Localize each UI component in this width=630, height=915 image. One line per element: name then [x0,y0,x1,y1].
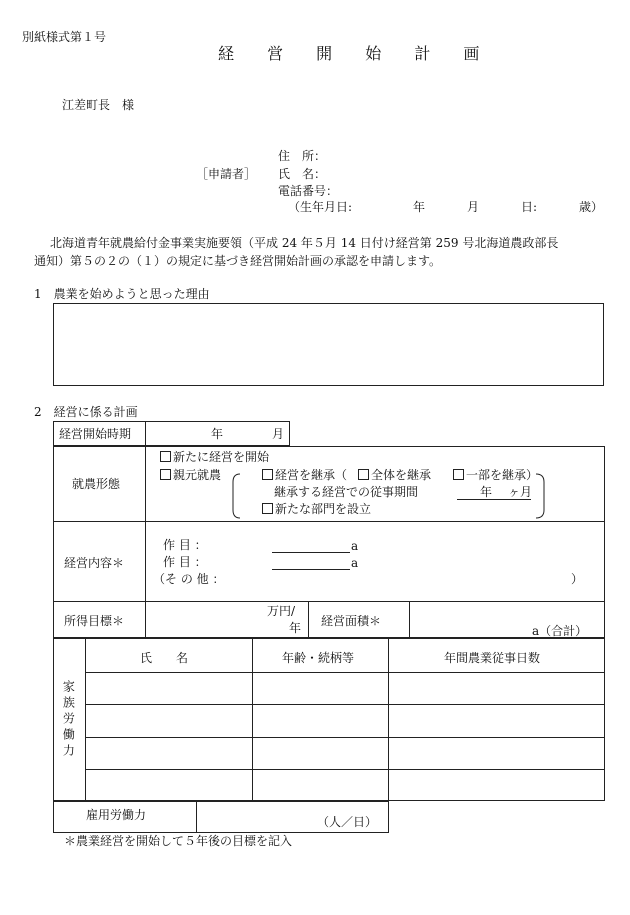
footnote: ＊農業経営を開始して５年後の目標を記入 [64,834,293,848]
option-new-department[interactable]: 新たな部門を設立 [262,502,371,516]
option-inherit-part[interactable]: 一部を継承） [453,468,538,482]
option-inherit[interactable]: 経営を継承（ [262,468,347,482]
age-label: 歳） [579,200,604,214]
family-labor-side-label: 家族労働力 [61,680,76,760]
option-parent-farming[interactable]: 親元就農 [160,468,221,482]
checkbox-icon[interactable] [358,469,369,480]
option-new-business[interactable]: 新たに経営を開始 [160,450,269,464]
area-unit: a（合計） [532,624,588,638]
col-age: 年齢・続柄等 [282,651,355,665]
birth-year: 年 [413,200,426,214]
other-label: （そ の 他 ： [153,572,225,586]
col-name: 氏 名 [140,651,189,665]
checkbox-icon[interactable] [160,469,171,480]
service-month[interactable]: ヶ月 [508,485,533,499]
other-close: ） [571,572,584,586]
crop-2-field[interactable] [272,569,350,570]
form-number: 別紙様式第１号 [22,30,107,44]
service-period-label: 継承する経営での従事期間 [274,485,419,499]
checkbox-icon[interactable] [160,451,171,462]
checkbox-icon[interactable] [453,469,464,480]
birth-month: 月 [467,200,480,214]
service-period-underline [457,499,531,500]
crop-1-unit: a [351,539,359,553]
option-inherit-all[interactable]: 全体を継承 [358,468,431,482]
farming-type-label: 就農形態 [72,477,121,491]
crop-2-unit: a [351,556,359,570]
service-year[interactable]: 年 [480,485,493,499]
crop-1-label: 作 目 ： [163,538,207,552]
crop-2-label: 作 目 ： [163,555,207,569]
birth-label: （生年月日: [288,200,353,214]
section1-heading: 1 農業を始めようと思った理由 [34,287,210,301]
reason-textbox[interactable] [53,303,604,386]
section2-heading: 2 経営に係る計画 [34,405,138,419]
hired-labor-label: 雇用労働力 [86,808,147,822]
address-label: 住 所： [278,149,327,163]
income-unit-2: 年 [289,621,302,635]
start-period-label: 経営開始時期 [59,427,132,441]
intro-line-2: 通知）第５の２の（１）の規定に基づき経営開始計画の承認を申請します。 [34,254,442,268]
name-label: 氏 名： [278,167,327,181]
addressee: 江差町長 様 [62,98,135,112]
intro-line-1: 北海道青年就農給付金事業実施要領（平成 24 年５月 14 日付け経営第 259 号北海道農政部長 [50,236,559,250]
area-label: 経営面積＊ [321,614,382,628]
income-label: 所得目標＊ [64,614,125,628]
start-year[interactable]: 年 [211,427,224,441]
start-month[interactable]: 月 [272,427,285,441]
income-unit-1: 万円/ [267,604,296,618]
content-label: 経営内容＊ [64,556,125,570]
checkbox-icon[interactable] [262,503,273,514]
crop-1-field[interactable] [272,552,350,553]
birth-day: 日: [521,200,538,214]
applicant-label: ［申請者］ [196,167,257,181]
page-title: 経 営 開 始 計 画 [218,44,494,63]
phone-label: 電話番号： [278,184,339,198]
col-days: 年間農業従事日数 [444,651,541,665]
hired-labor-unit: （人／日） [317,815,378,829]
checkbox-icon[interactable] [262,469,273,480]
